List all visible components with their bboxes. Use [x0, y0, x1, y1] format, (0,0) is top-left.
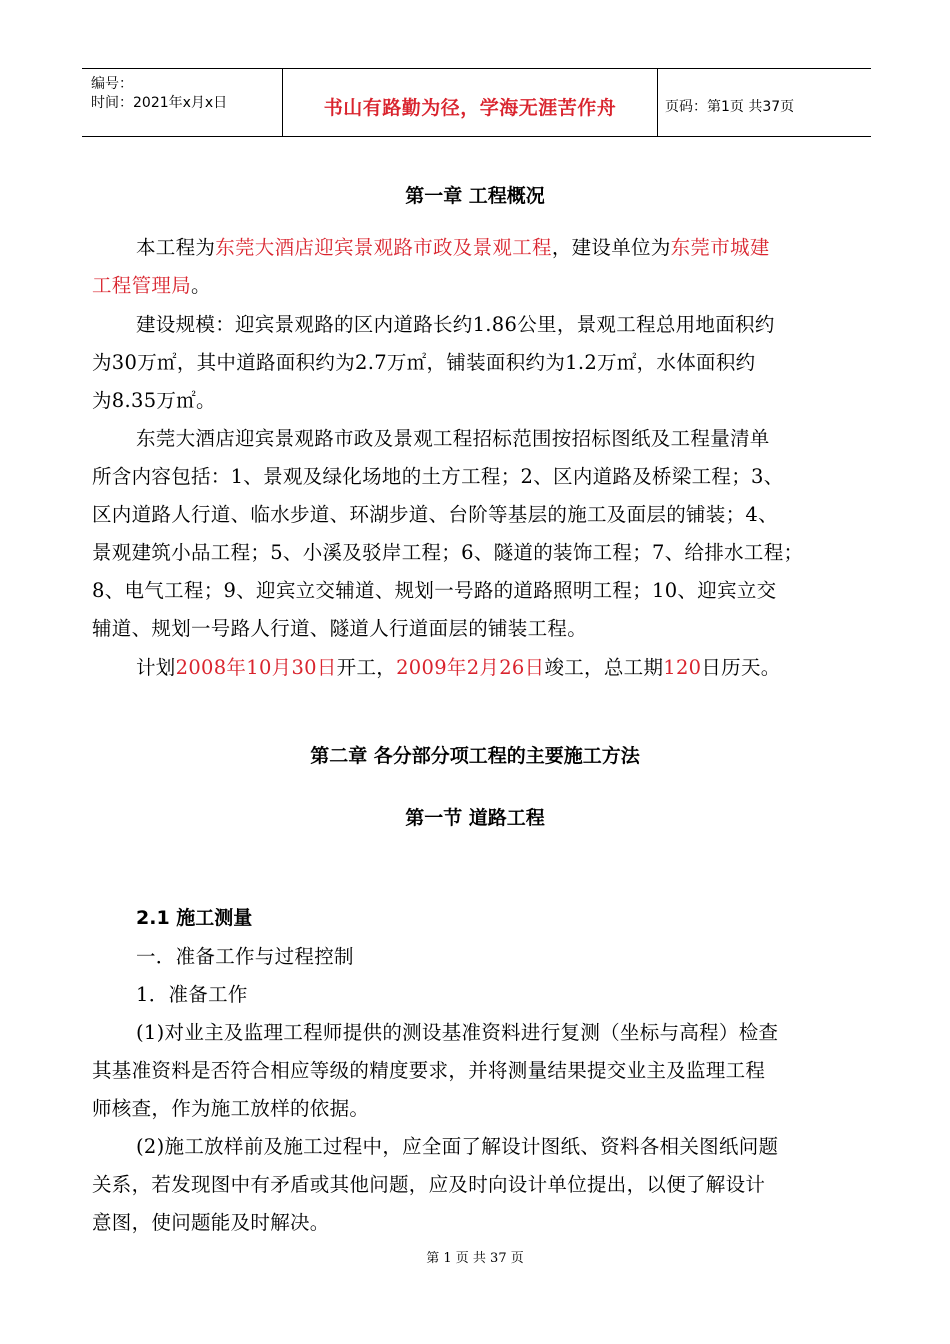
owner-name-part2: 工程管理局	[92, 274, 192, 297]
chapter1-p3-line1: 东莞大酒店迎宾景观路市政及景观工程招标范围按招标图纸及工程量清单	[136, 427, 770, 450]
text-run: 日历天。	[701, 656, 781, 679]
subsection-2-1-title: 2.1 施工测量	[136, 907, 253, 929]
para1-line2: 其基准资料是否符合相应等级的精度要求，并将测量结果提交业主及监理工程	[92, 1059, 766, 1082]
text-run: 竣工，总工期	[544, 656, 664, 679]
para2-line3: 意图，使问题能及时解决。	[92, 1211, 330, 1234]
text-run: ，建设单位为	[551, 236, 671, 259]
chapter1-p2-line1: 建设规模：迎宾景观路的区内道路长约1.86公里，景观工程总用地面积约	[136, 313, 775, 336]
para1-line3: 师核查，作为施工放样的依据。	[92, 1097, 370, 1120]
start-date: 2008年10月30日	[175, 656, 337, 679]
header-date: 时间：2021年x月x日	[91, 95, 228, 111]
header-number: 编号：	[91, 76, 133, 92]
header-meta-cell	[82, 69, 283, 136]
chapter1-p3-line2: 所含内容包括：1、景观及绿化场地的土方工程；2、区内道路及桥梁工程；3、	[92, 465, 784, 488]
section1-title: 第一节 道路工程	[405, 807, 545, 829]
duration-days: 120	[663, 656, 702, 679]
page-header	[82, 68, 871, 137]
text-run: 计划	[136, 656, 176, 679]
header-motto: 书山有路勤为径，学海无涯苦作舟	[323, 97, 617, 119]
para2-line2: 关系，若发现图中有矛盾或其他问题，应及时向设计单位提出，以便了解设计	[92, 1173, 766, 1196]
para2-line1: (2)施工放样前及施工过程中，应全面了解设计图纸、资料各相关图纸问题	[136, 1135, 779, 1158]
text-run: 开工，	[336, 656, 397, 679]
header-page-cell	[658, 69, 871, 136]
project-name: 东莞大酒店迎宾景观路市政及景观工程	[215, 236, 552, 259]
chapter1-p4	[136, 652, 781, 680]
end-date: 2009年2月26日	[396, 656, 545, 679]
owner-name-part1: 东莞市城建	[670, 236, 770, 259]
page-footer: 第 1 页 共 37 页	[426, 1251, 524, 1266]
chapter1-p1-line1	[136, 232, 770, 260]
chapter1-p2-line3: 为8.35万㎡。	[92, 389, 216, 412]
chapter1-p3-line6: 辅道、规划一号路人行道、隧道人行道面层的铺装工程。	[92, 617, 588, 640]
header-page-number: 页码：第1页 共37页	[665, 99, 795, 115]
text-run: 本工程为	[136, 236, 216, 259]
chapter1-p2-line2: 为30万㎡，其中道路面积约为2.7万㎡，铺装面积约为1.2万㎡，水体面积约	[92, 351, 756, 374]
chapter1-p3-line3: 区内道路人行道、临水步道、环湖步道、台阶等基层的施工及面层的铺装；4、	[92, 503, 778, 526]
header-motto-cell	[283, 69, 658, 136]
chapter1-p3-line4: 景观建筑小品工程；5、小溪及驳岸工程；6、隧道的装饰工程；7、给排水工程；	[92, 541, 804, 564]
chapter1-p1-line2	[92, 270, 211, 298]
chapter1-title: 第一章 工程概况	[405, 185, 545, 207]
text-run: 。	[191, 274, 211, 297]
item-1-heading: 一．准备工作与过程控制	[136, 945, 354, 968]
item-1-1-heading: 1．准备工作	[136, 983, 248, 1006]
chapter1-p3-line5: 8、电气工程；9、迎宾立交辅道、规划一号路的道路照明工程；10、迎宾立交	[92, 579, 777, 602]
para1-line1: (1)对业主及监理工程师提供的测设基准资料进行复测（坐标与高程）检查	[136, 1021, 779, 1044]
chapter2-title: 第二章 各分部分项工程的主要施工方法	[310, 745, 640, 767]
